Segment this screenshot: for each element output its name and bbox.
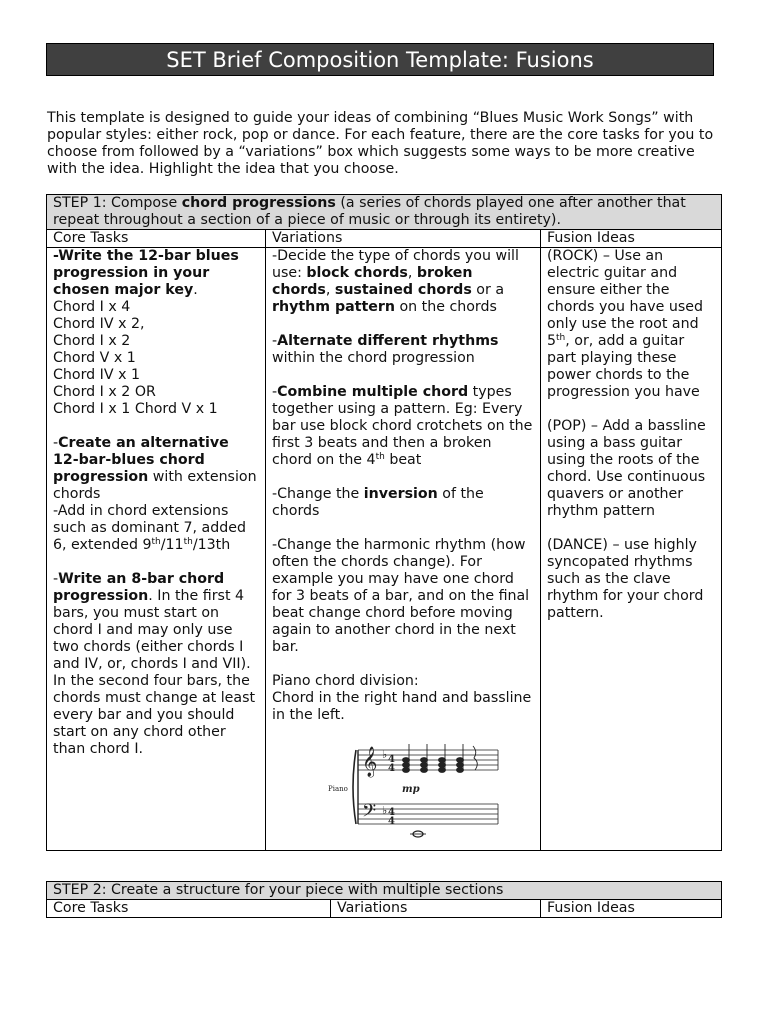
core-task-8bar: -Write an 8-bar chord progression. In the first 4 bars, you must start on chord I and may only use two chords (either chords I and IV, or, chords I and VII). In the second four bars, the chords must change at least every bar and you should start on any chord other than chord I.	[53, 571, 256, 757]
variation-piano-desc: Chord in the right hand and bassline in the left.	[272, 690, 532, 723]
fusion-dance: (DANCE) – use highly syncopated rhythms such as the clave rhythm for your chord pattern.	[547, 537, 704, 621]
score-time-sig: 4	[388, 807, 395, 818]
step1-col-fusion: Fusion Ideas	[541, 230, 722, 248]
variation-combine: -Combine multiple chord types together using a pattern. Eg: Every bar use block chord crotchets on the first 3 beats and then a broken chord on the 4th beat	[272, 384, 533, 468]
step2-heading: STEP 2: Create a structure for your piece with multiple sections	[47, 882, 722, 900]
fusion-rock: (ROCK) – Use an electric guitar and ensure either the chords you have used only use the root and 5th, or, add a guitar part playing these power chords to the progression you have	[547, 248, 703, 400]
core-task-12bar: -Write the 12-bar blues progression in your chosen major key.	[53, 248, 239, 298]
chord-line: Chord IV x 1	[53, 367, 141, 383]
core-task-alternative: -Create an alternative 12-bar-blues chord progression with extension chords	[53, 435, 257, 502]
variation-piano-label: Piano chord division:	[272, 673, 419, 689]
chord-line: Chord I x 4	[53, 299, 131, 315]
core-tasks-cell	[47, 248, 266, 851]
step2-col-variations: Variations	[331, 900, 541, 918]
step2-table	[46, 881, 722, 918]
score-dynamic: mp	[402, 784, 420, 795]
variation-chord-types: -Decide the type of chords you will use: block chords, broken chords, sustained chords or a rhythm pattern on the chords	[272, 248, 519, 315]
step1-heading: STEP 1: Compose chord progressions (a series of chords played one after another that repeat throughout a section of a piece of music or through its entirety).	[47, 195, 722, 230]
step2-col-fusion: Fusion Ideas	[541, 900, 722, 918]
variation-inversion: -Change the inversion of the chords	[272, 486, 484, 519]
step2-col-core: Core Tasks	[47, 900, 331, 918]
variations-cell	[266, 248, 541, 851]
score-time-sig: 4	[388, 816, 395, 827]
fusion-pop: (POP) – Add a bassline using a bass guitar using the roots of the chord. Use continuous quavers or another rhythm pattern	[547, 418, 706, 519]
fusion-ideas-cell	[541, 248, 722, 851]
step1-col-variations: Variations	[266, 230, 541, 248]
piano-score-image	[328, 738, 500, 840]
variation-harmonic-rhythm: -Change the harmonic rhythm (how often the chords change). For example you may have one chord for 3 beats of a bar, and on the final beat change chord before moving again to another chord in the next bar.	[272, 537, 530, 655]
score-instrument-label: Piano	[328, 785, 348, 793]
chord-line: Chord V x 1	[53, 350, 136, 366]
score-time-sig: 4	[388, 754, 395, 765]
chord-line: Chord I x 2	[53, 333, 131, 349]
chord-line: Chord I x 2 OR	[53, 384, 156, 400]
score-flat: ♭	[382, 748, 388, 761]
score-flat: ♭	[382, 804, 388, 817]
score-time-sig: 4	[388, 763, 395, 774]
core-task-extensions: -Add in chord extensions such as dominant 7, added 6, extended 9th/11th/13th	[53, 503, 246, 553]
step1-table	[46, 194, 722, 851]
chord-line: Chord IV x 2,	[53, 316, 145, 332]
page-title: SET Brief Composition Template: Fusions	[46, 43, 714, 76]
score-bass-clef: 𝄢	[362, 801, 377, 826]
step1-col-core: Core Tasks	[47, 230, 266, 248]
score-treble-clef: 𝄞	[362, 747, 378, 777]
chord-line: Chord I x 1 Chord V x 1	[53, 401, 218, 417]
intro-paragraph: This template is designed to guide your ideas of combining “Blues Music Work Songs” with popular styles: either rock, pop or dance. For each feature, there are the core tasks for you to choose from followed by a “variations” box which suggests some ways to be more creative with the idea. Highlight the idea that you choose.	[47, 110, 714, 177]
variation-rhythms: -Alternate different rhythms within the chord progression	[272, 333, 499, 366]
